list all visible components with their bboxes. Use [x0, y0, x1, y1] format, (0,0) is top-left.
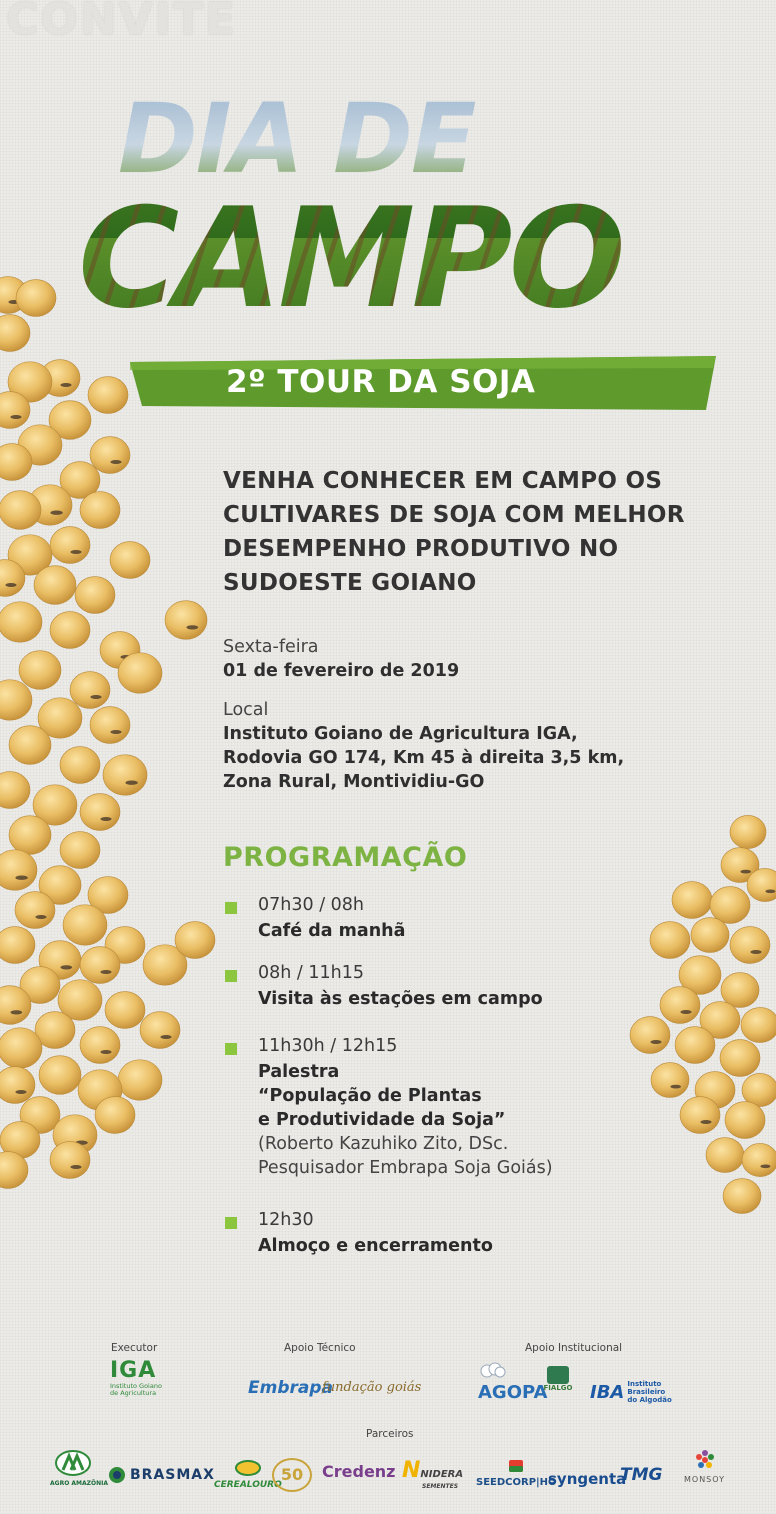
- soybean: [0, 986, 31, 1025]
- banner-title: 2º TOUR DA SOJA: [226, 364, 536, 400]
- soybean: [0, 560, 25, 597]
- soybean: [80, 1027, 120, 1064]
- iga-logo-sub: Instituto Goiano: [110, 1382, 162, 1390]
- soybean: [20, 967, 60, 1004]
- soybean: [720, 1040, 760, 1077]
- soybean: [16, 280, 56, 317]
- monsoy-logo: [684, 1449, 725, 1484]
- seedcorp-logo: [476, 1458, 557, 1488]
- soybean: [0, 392, 30, 429]
- soybean-hilum: [120, 655, 131, 659]
- soybean: [0, 772, 30, 809]
- soybean: [730, 815, 766, 848]
- soybean-hilum: [160, 1035, 171, 1039]
- tmg-logo: TMG: [620, 1465, 663, 1485]
- event-location: [223, 698, 624, 794]
- soybean: [105, 992, 145, 1029]
- soybean: [70, 672, 110, 709]
- iba-logo-sub: Instituto: [627, 1380, 662, 1388]
- tour-banner: [130, 356, 716, 410]
- soybean: [50, 1142, 90, 1179]
- soybean: [118, 653, 162, 693]
- program-item: [223, 1210, 703, 1260]
- soybean: [0, 1122, 40, 1159]
- soybean: [0, 315, 30, 352]
- soybean: [49, 401, 91, 440]
- program-activity: Almoço e encerramento: [258, 1236, 493, 1256]
- nidera-n-icon: N: [402, 1458, 421, 1483]
- soybean: [741, 1008, 776, 1043]
- soybean: [721, 848, 759, 883]
- invitation-headline: [223, 464, 743, 600]
- soybean: [50, 527, 90, 564]
- soybean: [38, 698, 82, 738]
- soybean: [63, 905, 107, 945]
- soybean-hilum: [740, 870, 751, 874]
- soybean: [0, 1067, 35, 1104]
- soybean-hilum: [110, 460, 121, 464]
- location-line: Instituto Goiano de Agricultura IGA,: [223, 724, 578, 744]
- bullet-icon: [225, 970, 237, 982]
- soybean-hilum: [760, 1165, 770, 1169]
- cotton-icon: [478, 1362, 508, 1378]
- soybean: [105, 927, 145, 964]
- program-activity: Visita às estações em campo: [258, 989, 543, 1009]
- monsoy-text: MONSOY: [684, 1475, 726, 1484]
- cereal-ouro-text: CEREALOURO: [214, 1480, 282, 1490]
- program-note: Pesquisador Embrapa Soja Goiás): [258, 1158, 553, 1178]
- headline-line: DESEMPENHO PRODUTIVO NO: [223, 536, 619, 562]
- soybean: [9, 816, 51, 855]
- soybean-hilum: [10, 1010, 22, 1014]
- agro-amazonia-text: AGRO AMAZÔNIA: [50, 1480, 108, 1487]
- soybean: [723, 1179, 761, 1214]
- soybean: [39, 1056, 81, 1095]
- soybean-hilum: [70, 1165, 81, 1169]
- fialgo-emblem-icon: [547, 1366, 569, 1384]
- event-date: [223, 635, 459, 683]
- date-weekday: Sexta-feira: [223, 637, 319, 657]
- bullet-icon: [225, 1043, 237, 1055]
- iga-logo-sub: de Agricultura: [110, 1389, 157, 1397]
- cereal-ouro-icon: [234, 1460, 262, 1476]
- iba-logo-text: IBA: [590, 1381, 625, 1403]
- soybean-hilum: [765, 890, 775, 894]
- agro-amazonia-logo: [50, 1450, 108, 1487]
- brasmax-text: BRASMAX: [130, 1467, 215, 1483]
- soybean: [8, 362, 52, 402]
- program-item: [223, 895, 703, 945]
- fialgo-logo: [540, 1366, 576, 1392]
- soybean-hilum: [186, 625, 198, 629]
- soybean-hilum: [125, 781, 137, 785]
- soybean: [110, 542, 150, 579]
- soybean: [0, 444, 32, 481]
- nidera-text: NIDERA: [420, 1469, 464, 1480]
- soybean: [50, 612, 90, 649]
- soybean: [742, 1073, 776, 1106]
- soybean: [0, 850, 37, 890]
- soybean: [103, 755, 147, 795]
- soybean: [33, 785, 77, 825]
- soybean: [706, 1138, 744, 1173]
- agro-amazonia-icon: [55, 1450, 91, 1476]
- program-title: PROGRAMAÇÃO: [223, 842, 468, 873]
- executor-label: Executor: [111, 1342, 158, 1354]
- soybean-hilum: [35, 915, 46, 919]
- agopa-logo-text: AGOPA: [478, 1382, 548, 1403]
- soybean: [95, 1097, 135, 1134]
- soybean-hilum: [90, 695, 101, 699]
- program-item: [223, 963, 703, 1013]
- soybean: [710, 887, 750, 924]
- soybean: [0, 1152, 28, 1189]
- program-activity: e Produtividade da Soja”: [258, 1110, 506, 1130]
- soybean: [730, 927, 770, 964]
- soybean: [80, 947, 120, 984]
- location-line: Zona Rural, Montividiu-GO: [223, 772, 485, 792]
- soybean-hilum: [100, 1050, 111, 1054]
- location-label: Local: [223, 700, 269, 720]
- soybean: [165, 601, 207, 640]
- soybean: [39, 866, 81, 905]
- soybean: [9, 726, 51, 765]
- soybean: [80, 794, 120, 831]
- soybean: [34, 566, 76, 605]
- soybean: [0, 277, 28, 314]
- program-time: 07h30 / 08h: [258, 895, 365, 915]
- soybean: [747, 868, 776, 901]
- soybean-hilum: [10, 415, 21, 419]
- nidera-sub: SEMENTES: [422, 1483, 459, 1490]
- soybean: [0, 680, 32, 720]
- soybean: [118, 1060, 162, 1100]
- monsoy-flower-icon: [692, 1449, 718, 1471]
- soybean-hilum: [100, 970, 111, 974]
- soybean: [80, 492, 120, 529]
- event-title: [78, 88, 718, 328]
- soybean: [15, 892, 55, 929]
- iga-logo-text: IGA: [110, 1358, 157, 1383]
- iga-logo: [110, 1358, 162, 1397]
- soybean: [8, 535, 52, 575]
- seedcorp-icon: [508, 1459, 524, 1473]
- soybean: [19, 651, 61, 690]
- program-activity: Palestra: [258, 1062, 340, 1082]
- soybean: [140, 1012, 180, 1049]
- iba-logo: [590, 1380, 672, 1404]
- iba-logo-sub: do Algodão: [627, 1396, 672, 1404]
- soybean: [28, 485, 72, 525]
- soybean: [60, 747, 100, 784]
- soybean-hilum: [60, 383, 71, 387]
- soybean: [742, 1143, 776, 1176]
- syngenta-logo: syngenta: [548, 1470, 627, 1488]
- soybean: [143, 945, 187, 985]
- headline-line: SUDOESTE GOIANO: [223, 570, 477, 596]
- soybean-hilum: [50, 511, 62, 515]
- soybean-hilum: [100, 817, 111, 821]
- soybean: [90, 707, 130, 744]
- apoio-tecnico-label: Apoio Técnico: [284, 1342, 356, 1354]
- soybean: [0, 927, 35, 964]
- program-note: (Roberto Kazuhiko Zito, DSc.: [258, 1134, 509, 1154]
- bullet-icon: [225, 1217, 237, 1229]
- soybean-hilum: [75, 1141, 87, 1145]
- soybean: [100, 632, 140, 669]
- soybean-hilum: [8, 300, 19, 304]
- bullet-icon: [225, 902, 237, 914]
- agopa-logo: [478, 1362, 547, 1403]
- fundacao-goias-logo: fundação goiás: [322, 1380, 422, 1395]
- soybean: [721, 973, 759, 1008]
- soybean: [0, 1028, 42, 1068]
- date-full: 01 de fevereiro de 2019: [223, 661, 460, 681]
- soybean: [78, 1070, 122, 1110]
- soybean: [90, 437, 130, 474]
- embrapa-logo: Embrapa: [248, 1378, 333, 1398]
- program-item: [223, 1036, 703, 1196]
- soybean: [39, 941, 81, 980]
- soybean-hilum: [5, 583, 16, 587]
- soybean: [53, 1115, 97, 1155]
- program-activity: “População de Plantas: [258, 1086, 482, 1106]
- soybean-hilum: [750, 950, 761, 954]
- program-time: 11h30h / 12h15: [258, 1036, 398, 1056]
- soybean: [60, 832, 100, 869]
- program-time: 12h30: [258, 1210, 314, 1230]
- soybean: [35, 1012, 75, 1049]
- soybean: [40, 360, 80, 397]
- iba-logo-sub: Brasileiro: [627, 1388, 666, 1396]
- soybean: [18, 425, 62, 465]
- soybean: [88, 377, 128, 414]
- nidera-logo: [402, 1458, 463, 1490]
- soybean: [58, 980, 102, 1020]
- headline-line: CULTIVARES DE SOJA COM MELHOR: [223, 502, 685, 528]
- soybean-hilum: [70, 550, 81, 554]
- soybean-hilum: [110, 730, 121, 734]
- title-line-2: CAMPO: [78, 178, 622, 328]
- soybean-hilum: [60, 965, 72, 969]
- fialgo-logo-text: FIALGO: [543, 1384, 573, 1392]
- title-line-1: DIA DE: [118, 88, 475, 195]
- soybean: [700, 1002, 740, 1039]
- soybean-hilum: [15, 876, 27, 880]
- soybean: [0, 491, 41, 530]
- convite-watermark: CONVITE: [6, 0, 238, 45]
- program-time: 08h / 11h15: [258, 963, 365, 983]
- credenz-logo: Credenz: [322, 1462, 396, 1481]
- soybean: [20, 1097, 60, 1134]
- apoio-institucional-label: Apoio Institucional: [525, 1342, 623, 1354]
- brasmax-icon: [108, 1466, 126, 1484]
- brasmax-logo: [108, 1466, 215, 1484]
- location-line: Rodovia GO 174, Km 45 à direita 3,5 km,: [223, 748, 625, 768]
- soybean: [60, 462, 100, 499]
- headline-line: VENHA CONHECER EM CAMPO OS: [223, 468, 663, 494]
- soybean: [75, 577, 115, 614]
- soybean: [175, 922, 215, 959]
- program-activity: Café da manhã: [258, 921, 406, 941]
- cinquenta-anos-logo: 50: [272, 1458, 312, 1492]
- soybean: [725, 1102, 765, 1139]
- soybean-hilum: [15, 1090, 26, 1094]
- seedcorp-text: SEEDCORP|HO: [476, 1477, 557, 1488]
- soybean: [0, 602, 42, 642]
- parceiros-label: Parceiros: [366, 1428, 414, 1440]
- soybean: [88, 877, 128, 914]
